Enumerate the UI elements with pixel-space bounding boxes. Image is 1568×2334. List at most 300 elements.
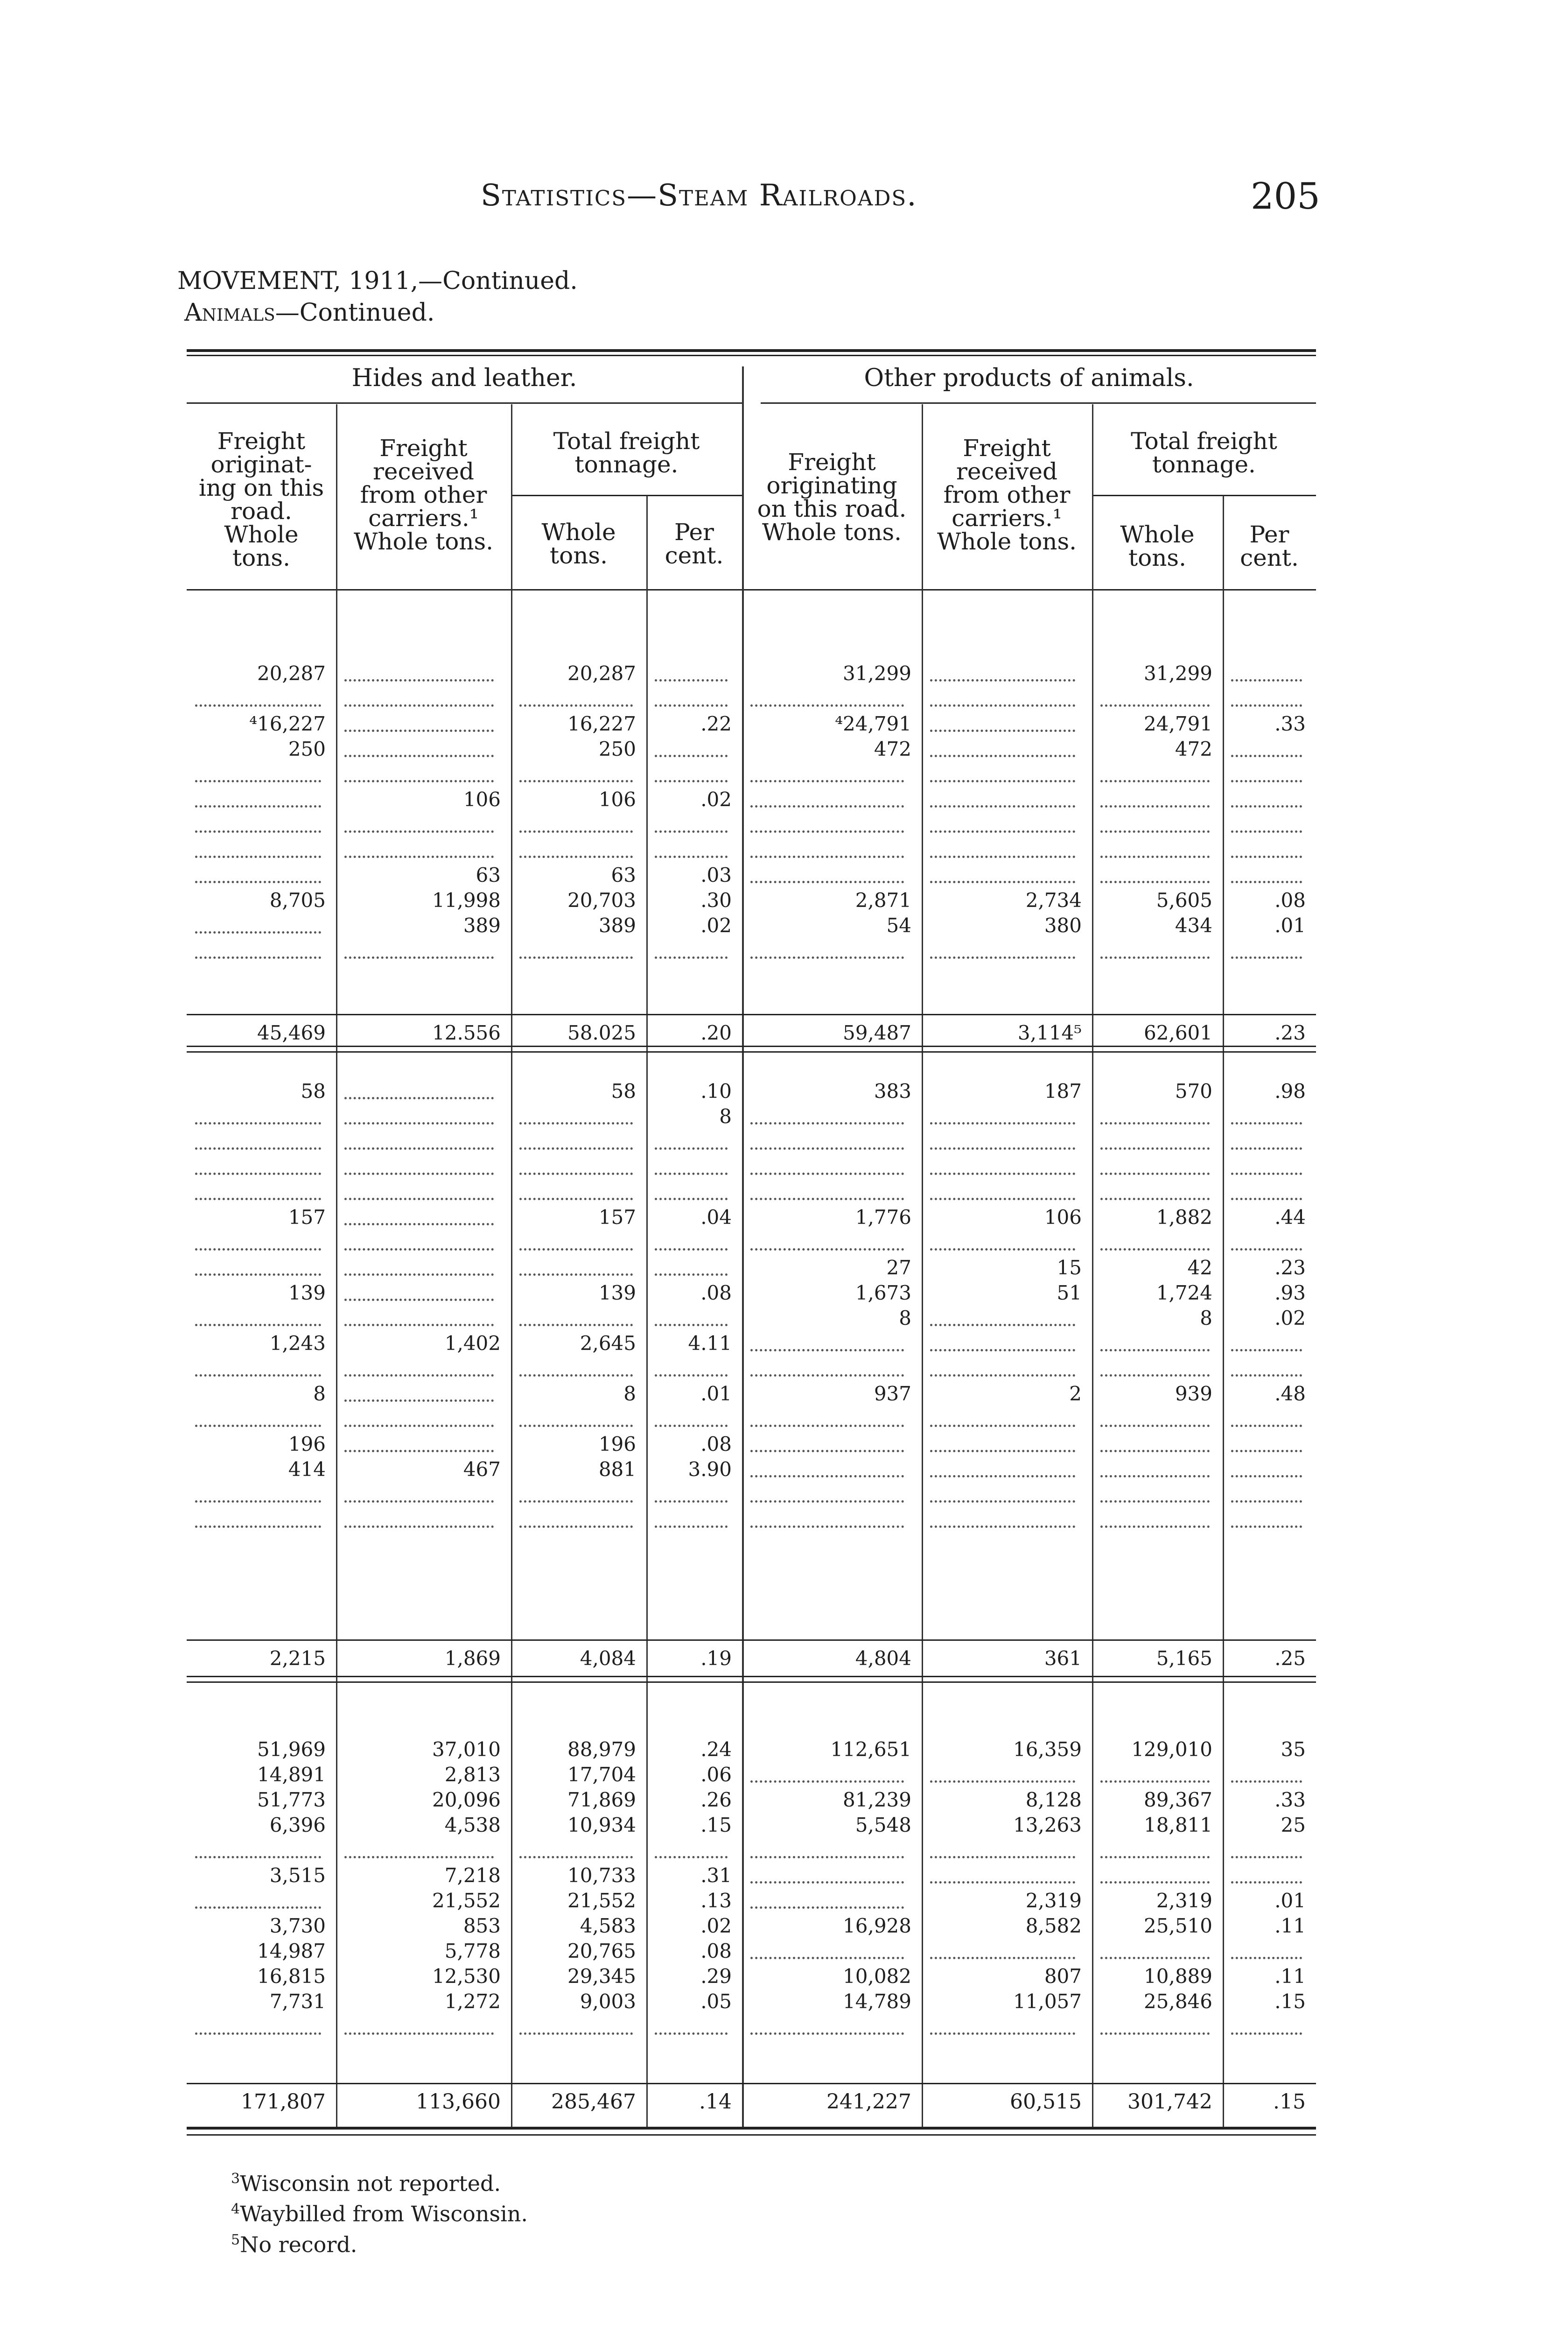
col-head-line: Whole tons. xyxy=(353,528,494,555)
table-cell xyxy=(922,1837,1092,1863)
dot-leader xyxy=(519,1324,633,1326)
table-cell: ⁴16,227 xyxy=(249,712,326,735)
table-row xyxy=(187,1888,1316,1914)
table-cell xyxy=(1092,1330,1223,1357)
dot-leader xyxy=(344,830,494,833)
table-cell: 389 xyxy=(598,914,636,937)
dot-leader xyxy=(1231,881,1302,883)
col-head-line: on this road. xyxy=(757,495,907,522)
table-cell: .03 xyxy=(700,864,732,886)
subhead-rule-hides xyxy=(511,495,742,496)
table-cell xyxy=(1223,1406,1316,1432)
table-cell xyxy=(187,1104,336,1130)
table-cell xyxy=(922,1938,1092,1964)
table-cell xyxy=(742,761,922,787)
table-cell: 17,704 xyxy=(567,1763,636,1786)
table-cell: .15 xyxy=(1274,1990,1306,2013)
table-cell: 570 xyxy=(1175,1080,1212,1103)
table-cell xyxy=(511,1507,646,1533)
footnote-5 xyxy=(231,2227,528,2257)
dot-leader xyxy=(1100,1122,1210,1125)
dot-leader xyxy=(344,1856,494,1858)
footnote-mark: 5 xyxy=(231,2231,240,2248)
table-cell xyxy=(1092,1230,1223,1256)
table-cell: 8 xyxy=(623,1382,636,1405)
table-cell xyxy=(742,787,922,813)
table-row xyxy=(187,812,1316,838)
table-cell: 187 xyxy=(1044,1080,1082,1103)
table-cell xyxy=(336,812,511,838)
table-cell: 3,114⁵ xyxy=(1017,1021,1082,1044)
dot-leader xyxy=(1100,1957,1210,1959)
table-cell xyxy=(646,1305,742,1331)
col-head-line: cent. xyxy=(665,542,724,569)
col-head-line: originat- xyxy=(210,451,312,478)
dot-leader xyxy=(750,1122,904,1125)
table-cell: 389 xyxy=(463,914,501,937)
table-cell: 3,515 xyxy=(269,1864,326,1887)
table-row xyxy=(187,1787,1316,1813)
table-cell xyxy=(646,1406,742,1432)
col-head-line: Whole tons. xyxy=(937,528,1077,555)
table-cell xyxy=(187,913,336,939)
dot-leader xyxy=(930,730,1075,732)
table-cell xyxy=(742,837,922,863)
table-row xyxy=(187,1255,1316,1281)
table-row xyxy=(187,761,1316,787)
table-row xyxy=(187,1154,1316,1180)
dot-leader xyxy=(195,1500,321,1503)
table-cell: 58 xyxy=(611,1080,636,1103)
table-cell xyxy=(922,1230,1092,1256)
dot-leader xyxy=(195,1374,321,1377)
dot-leader xyxy=(930,704,1075,707)
dot-leader xyxy=(195,704,321,707)
group-header-hides: Hides and leather. xyxy=(351,364,577,392)
table-cell: 301,742 xyxy=(1127,2090,1212,2114)
table-cell: 171,807 xyxy=(241,2090,326,2114)
dot-leader xyxy=(519,1374,633,1377)
table-cell xyxy=(511,1154,646,1180)
col-head-line: Whole xyxy=(1120,521,1195,548)
table-top-rule xyxy=(187,349,1316,352)
table-cell xyxy=(336,2014,511,2040)
table-cell xyxy=(742,1406,922,1432)
dot-leader xyxy=(750,1425,904,1427)
table-cell: 58 xyxy=(301,1080,326,1103)
table-row xyxy=(187,1762,1316,1788)
table-cell: 1,243 xyxy=(269,1332,326,1355)
table-cell xyxy=(1092,938,1223,964)
table-cell xyxy=(336,761,511,787)
table-cell: 472 xyxy=(1175,738,1212,760)
dot-leader xyxy=(750,1475,904,1477)
table-cell xyxy=(1092,1104,1223,1130)
table-cell xyxy=(1223,1938,1316,1964)
table-cell xyxy=(1092,1762,1223,1788)
table-cell xyxy=(336,1179,511,1205)
table-cell: 14,789 xyxy=(843,1990,911,2013)
dot-leader xyxy=(519,704,633,707)
dot-leader xyxy=(344,1450,494,1452)
table-row xyxy=(187,1645,1316,1672)
dot-leader xyxy=(195,1273,321,1276)
subtotal-rule-1c xyxy=(187,1051,1316,1053)
table-cell xyxy=(646,1482,742,1508)
table-cell: 1,673 xyxy=(855,1281,911,1304)
col-head-per-cent-other xyxy=(1223,523,1316,569)
table-cell xyxy=(1092,787,1223,813)
dot-leader xyxy=(930,881,1075,883)
table-cell xyxy=(646,736,742,762)
table-cell xyxy=(742,1330,922,1357)
dot-leader xyxy=(1231,1349,1302,1351)
subtotal-rule-1 xyxy=(187,1014,1316,1015)
table-cell xyxy=(742,812,922,838)
table-row xyxy=(187,1129,1316,1155)
table-cell xyxy=(646,1837,742,1863)
col-head-total-hides xyxy=(511,429,742,476)
table-cell: 51,773 xyxy=(257,1788,326,1811)
dot-leader xyxy=(344,1324,494,1326)
table-cell xyxy=(922,686,1092,712)
dot-leader xyxy=(1100,805,1210,808)
dot-leader xyxy=(519,1198,633,1200)
table-cell: .08 xyxy=(700,1940,732,1962)
table-cell xyxy=(336,1104,511,1130)
table-cell: 20,703 xyxy=(567,889,636,912)
table-cell: 35 xyxy=(1281,1738,1306,1761)
dot-leader xyxy=(655,1147,728,1150)
table-top-rule-2 xyxy=(187,355,1316,356)
table-cell xyxy=(336,1482,511,1508)
table-cell xyxy=(336,1078,511,1104)
table-cell xyxy=(1223,1762,1316,1788)
dot-leader xyxy=(655,830,728,833)
table-cell xyxy=(1223,686,1316,712)
dot-leader xyxy=(344,2032,494,2035)
dot-leader xyxy=(750,780,904,782)
dot-leader xyxy=(344,856,494,858)
col-head-total-other xyxy=(1092,429,1316,476)
table-cell xyxy=(742,1938,922,1964)
col-head-line: from other xyxy=(360,481,487,508)
table-cell: 3.90 xyxy=(688,1458,732,1481)
table-cell xyxy=(1223,1230,1316,1256)
table-cell: 54 xyxy=(886,914,911,937)
table-cell: 472 xyxy=(874,738,911,760)
table-row xyxy=(187,1204,1316,1230)
dot-leader xyxy=(655,1248,728,1251)
dot-leader xyxy=(655,1500,728,1503)
table-cell xyxy=(922,1179,1092,1205)
table-cell: 129,010 xyxy=(1131,1738,1212,1761)
dot-leader xyxy=(519,1173,633,1175)
table-cell: .11 xyxy=(1274,1914,1306,1937)
dot-leader xyxy=(1231,679,1302,682)
table-cell xyxy=(646,1507,742,1533)
dot-leader xyxy=(1231,1475,1302,1477)
table-cell xyxy=(742,1863,922,1889)
table-cell: .48 xyxy=(1274,1382,1306,1405)
dot-leader xyxy=(1231,704,1302,707)
table-cell: .23 xyxy=(1274,1256,1306,1279)
dot-leader xyxy=(750,1173,904,1175)
table-cell: 18,811 xyxy=(1144,1814,1212,1836)
table-cell: 285,467 xyxy=(551,2090,636,2114)
table-row xyxy=(187,938,1316,964)
table-cell: 11,998 xyxy=(432,889,501,912)
table-cell xyxy=(187,1356,336,1382)
table-cell xyxy=(187,1482,336,1508)
table-cell xyxy=(922,1456,1092,1483)
dot-leader xyxy=(930,956,1075,959)
table-cell xyxy=(1092,1482,1223,1508)
table-cell: 10,082 xyxy=(843,1965,911,1988)
table-row xyxy=(187,1913,1316,1939)
dot-leader xyxy=(750,881,904,883)
table-cell xyxy=(742,1762,922,1788)
table-cell: .30 xyxy=(700,889,732,912)
dot-leader xyxy=(750,1856,904,1858)
col-head-originating-hides xyxy=(187,429,336,569)
footnote-4 xyxy=(231,2196,528,2227)
table-cell xyxy=(187,1888,336,1914)
table-cell xyxy=(1092,1431,1223,1457)
dot-leader xyxy=(1231,1957,1302,1959)
table-row xyxy=(187,736,1316,762)
dot-leader xyxy=(344,1198,494,1200)
table-cell: .29 xyxy=(700,1965,732,1988)
table-cell xyxy=(187,686,336,712)
table-cell: .93 xyxy=(1274,1281,1306,1304)
dot-leader xyxy=(1100,856,1210,858)
table-cell xyxy=(646,812,742,838)
dot-leader xyxy=(195,780,321,782)
dot-leader xyxy=(344,1223,494,1225)
table-cell xyxy=(646,837,742,863)
table-cell xyxy=(922,761,1092,787)
table-row xyxy=(187,2014,1316,2040)
dot-leader xyxy=(655,856,728,858)
dot-leader xyxy=(930,1856,1075,1858)
table-cell: 157 xyxy=(288,1206,326,1229)
col-head-line: Freight xyxy=(379,435,468,462)
table-cell: 25 xyxy=(1281,1814,1306,1836)
table-cell: 29,345 xyxy=(567,1965,636,1988)
dot-leader xyxy=(930,830,1075,833)
table-cell: 196 xyxy=(598,1433,636,1455)
table-row xyxy=(187,2089,1316,2115)
table-cell: .02 xyxy=(700,788,732,811)
dot-leader xyxy=(519,1248,633,1251)
dot-leader xyxy=(1231,1198,1302,1200)
table-cell: 42 xyxy=(1187,1256,1212,1279)
dot-leader xyxy=(195,856,321,858)
col-head-originating-other xyxy=(742,450,922,544)
table-cell xyxy=(187,1154,336,1180)
dot-leader xyxy=(1231,1425,1302,1427)
table-cell xyxy=(336,661,511,687)
dot-leader xyxy=(344,780,494,782)
dot-leader xyxy=(1100,1881,1210,1884)
dot-leader xyxy=(750,1906,904,1909)
table-cell: .24 xyxy=(700,1738,732,1761)
table-cell xyxy=(922,736,1092,762)
table-cell xyxy=(336,686,511,712)
table-cell: 88,979 xyxy=(567,1738,636,1761)
col-head-line: Total freight xyxy=(553,428,700,455)
table-cell xyxy=(511,938,646,964)
col-head-line: Whole tons. xyxy=(762,519,902,546)
table-cell xyxy=(336,938,511,964)
col-head-whole-tons-hides xyxy=(511,520,646,567)
table-row xyxy=(187,1938,1316,1964)
table-row xyxy=(187,1230,1316,1256)
table-cell: 807 xyxy=(1044,1965,1082,1988)
table-cell xyxy=(646,938,742,964)
dot-leader xyxy=(930,1324,1075,1326)
dot-leader xyxy=(655,1526,728,1528)
table-cell: 9,003 xyxy=(580,1990,636,2013)
dot-leader xyxy=(195,1122,321,1125)
dot-leader xyxy=(1100,1173,1210,1175)
table-cell xyxy=(1223,736,1316,762)
table-cell xyxy=(922,1863,1092,1889)
col-head-per-cent-hides xyxy=(646,520,742,567)
table-cell xyxy=(922,1129,1092,1155)
dot-leader xyxy=(195,1198,321,1200)
table-cell: 250 xyxy=(288,738,326,760)
table-cell xyxy=(742,1356,922,1382)
dot-leader xyxy=(930,1780,1075,1783)
dot-leader xyxy=(1231,956,1302,959)
table-cell xyxy=(922,1330,1092,1357)
table-cell: 60,515 xyxy=(1010,2090,1082,2114)
table-cell: .06 xyxy=(700,1763,732,1786)
dot-leader xyxy=(1231,1147,1302,1150)
table-row xyxy=(187,1837,1316,1863)
table-cell xyxy=(187,1507,336,1533)
subtotal-rule-1b xyxy=(187,1046,1316,1047)
table-cell xyxy=(1223,862,1316,888)
dot-leader xyxy=(1231,1500,1302,1503)
table-cell xyxy=(922,661,1092,687)
dot-leader xyxy=(1100,956,1210,959)
dot-leader xyxy=(195,805,321,808)
table-cell xyxy=(187,862,336,888)
table-cell: 21,552 xyxy=(567,1889,636,1912)
dot-leader xyxy=(1231,1856,1302,1858)
table-bottom-rule xyxy=(187,2127,1316,2130)
dot-leader xyxy=(519,1122,633,1125)
page-number: 205 xyxy=(1251,176,1320,218)
dot-leader xyxy=(750,1526,904,1528)
table-cell: 8 xyxy=(313,1382,326,1405)
table-cell xyxy=(742,1230,922,1256)
dot-leader xyxy=(1100,1500,1210,1503)
dot-leader xyxy=(519,1500,633,1503)
dot-leader xyxy=(1100,1198,1210,1200)
table-row xyxy=(187,686,1316,712)
table-cell: 15 xyxy=(1057,1256,1082,1279)
table-cell xyxy=(1223,837,1316,863)
dot-leader xyxy=(930,1198,1075,1200)
table-cell xyxy=(1092,862,1223,888)
table-cell xyxy=(1092,2014,1223,2040)
dot-leader xyxy=(1231,780,1302,782)
table-cell: 881 xyxy=(598,1458,636,1481)
table-row xyxy=(187,661,1316,687)
dot-leader xyxy=(344,704,494,707)
col-head-line: carriers.¹ xyxy=(952,505,1062,532)
dot-leader xyxy=(930,679,1075,682)
dot-leader xyxy=(1231,1122,1302,1125)
table-cell xyxy=(1092,1154,1223,1180)
col-head-line: Freight xyxy=(963,435,1051,462)
table-cell: .02 xyxy=(700,914,732,937)
dot-leader xyxy=(930,1957,1075,1959)
dot-leader xyxy=(1231,1526,1302,1528)
table-cell xyxy=(646,661,742,687)
dot-leader xyxy=(1231,1780,1302,1783)
table-cell: 37,010 xyxy=(432,1738,501,1761)
table-cell: .33 xyxy=(1274,712,1306,735)
dot-leader xyxy=(344,1273,494,1276)
dot-leader xyxy=(930,1147,1075,1150)
dot-leader xyxy=(195,1147,321,1150)
table-cell xyxy=(922,938,1092,964)
table-cell xyxy=(336,1507,511,1533)
dot-leader xyxy=(930,805,1075,808)
table-cell: 45,469 xyxy=(257,1021,326,1044)
table-cell: .13 xyxy=(700,1889,732,1912)
table-cell xyxy=(742,1482,922,1508)
col-head-line: Per xyxy=(674,519,714,546)
table-cell: 27 xyxy=(886,1256,911,1279)
dot-leader xyxy=(195,881,321,883)
table-cell: 7,218 xyxy=(444,1864,501,1887)
table-cell: .10 xyxy=(700,1080,732,1103)
table-cell xyxy=(922,2014,1092,2040)
dot-leader xyxy=(750,2032,904,2035)
table-cell xyxy=(742,938,922,964)
table-cell xyxy=(1223,1356,1316,1382)
table-cell: 1,402 xyxy=(444,1332,501,1355)
table-cell xyxy=(187,812,336,838)
table-cell: 113,660 xyxy=(416,2090,501,2114)
table-row xyxy=(187,1863,1316,1889)
dot-leader xyxy=(195,1906,321,1909)
dot-leader xyxy=(655,1856,728,1858)
table-cell: 25,846 xyxy=(1144,1990,1212,2013)
table-cell: 21,552 xyxy=(432,1889,501,1912)
table-cell: 3,730 xyxy=(269,1914,326,1937)
table-row xyxy=(187,1812,1316,1838)
dot-leader xyxy=(930,1122,1075,1125)
dot-leader xyxy=(655,1324,728,1326)
dot-leader xyxy=(930,1500,1075,1503)
dot-leader xyxy=(195,931,321,934)
table-row xyxy=(187,1456,1316,1483)
table-cell: .04 xyxy=(700,1206,732,1229)
dot-leader xyxy=(1231,805,1302,808)
table-cell: .08 xyxy=(700,1281,732,1304)
table-cell: .01 xyxy=(700,1382,732,1405)
table-cell xyxy=(646,1129,742,1155)
dot-leader xyxy=(344,1122,494,1125)
table-cell xyxy=(336,1280,511,1306)
